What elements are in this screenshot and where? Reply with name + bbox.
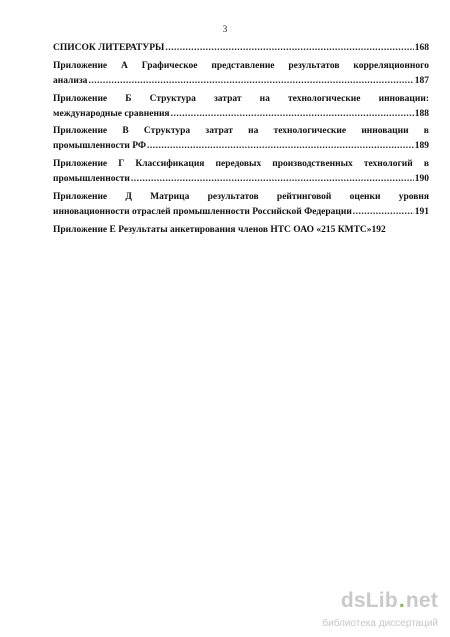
toc-text: А (121, 60, 128, 71)
logo-brand-dot: . (398, 589, 405, 612)
toc-text: промышленности РФ (53, 141, 147, 152)
toc-text: представление (211, 60, 275, 71)
toc-text: Приложение (53, 159, 108, 170)
toc-text: результатов (288, 60, 340, 71)
toc-page-number: 191 (414, 206, 429, 217)
toc-line (53, 107, 429, 122)
toc-text: Приложение (53, 93, 108, 104)
toc-line (53, 59, 429, 74)
toc-text: на (248, 126, 259, 137)
toc-text: Структура (149, 93, 196, 104)
toc-line (53, 92, 429, 107)
toc-text: Матрица (150, 191, 190, 202)
toc-entry (53, 190, 429, 220)
dslib-logo (341, 589, 438, 613)
toc-text: Классификация (135, 159, 205, 170)
toc-text: Приложение Е Результаты анкетирования членов НТС ОАО «215 КМТС» (53, 224, 372, 235)
dot-leader (171, 107, 414, 122)
toc-text: технологические (273, 126, 347, 137)
table-of-contents (53, 41, 429, 241)
toc-text: Д (125, 191, 132, 202)
logo-brand-left: dsLib (340, 589, 398, 612)
toc-text: инновационности отраслей промышленности Российской Федерации (53, 206, 352, 217)
toc-text: технологий (363, 159, 413, 170)
dot-leader (147, 139, 414, 154)
dslib-watermark (318, 589, 438, 629)
toc-text: Структура (143, 126, 191, 137)
toc-text: рейтинговой (276, 191, 332, 202)
toc-text: Приложение (53, 191, 108, 202)
toc-page-number: 189 (414, 141, 429, 152)
toc-text: Б (125, 93, 132, 104)
dot-leader (353, 205, 414, 220)
toc-line (53, 205, 429, 220)
logo-brand-right: net (405, 589, 438, 612)
toc-text: анализа (53, 75, 88, 86)
toc-line (53, 41, 429, 56)
toc-entry (53, 157, 429, 187)
toc-line (53, 139, 429, 154)
toc-text: В (122, 126, 129, 137)
toc-entry (53, 223, 429, 238)
watermark-subtitle: библиотека диссертаций (322, 618, 438, 629)
toc-text: инновации (361, 126, 409, 137)
toc-text: результатов (207, 191, 259, 202)
toc-line (53, 157, 429, 172)
toc-line (53, 74, 429, 89)
toc-text: уровня (398, 191, 429, 202)
toc-text: затрат (205, 126, 233, 137)
toc-text: международные сравнения (53, 108, 170, 119)
toc-line (53, 223, 429, 238)
toc-text: передовых (215, 159, 262, 170)
toc-page-number: 190 (414, 174, 429, 185)
toc-text: Приложение (53, 126, 108, 137)
toc-text: Графическое (141, 60, 198, 71)
toc-line (53, 172, 429, 187)
toc-text: технологические (288, 93, 361, 104)
toc-entry (53, 59, 429, 89)
toc-text: в (423, 126, 429, 137)
toc-entry (53, 92, 429, 122)
toc-page-number: 187 (414, 75, 429, 86)
toc-page-number: 168 (414, 43, 429, 53)
toc-line (53, 190, 429, 205)
toc-text: оценки (349, 191, 381, 202)
toc-text: производственных (272, 159, 353, 170)
page-number: 3 (222, 24, 228, 34)
toc-entry (53, 124, 429, 154)
toc-text: в (423, 159, 429, 170)
toc-text: на (259, 93, 270, 104)
toc-line (53, 124, 429, 139)
toc-text: Г (118, 159, 125, 170)
toc-page-number: 188 (414, 108, 429, 119)
toc-text: затрат (213, 93, 242, 104)
dot-leader (88, 74, 413, 89)
toc-text: инновации: (378, 93, 429, 104)
toc-text: Приложение (53, 60, 108, 71)
toc-entry (53, 41, 429, 56)
toc-text: корреляционного (353, 60, 429, 71)
toc-page-number: 192 (371, 224, 386, 235)
toc-text: СПИСОК ЛИТЕРАТУРЫ (53, 43, 165, 53)
toc-text: промышленности (53, 174, 130, 185)
dot-leader (165, 41, 413, 56)
dot-leader (131, 172, 414, 187)
